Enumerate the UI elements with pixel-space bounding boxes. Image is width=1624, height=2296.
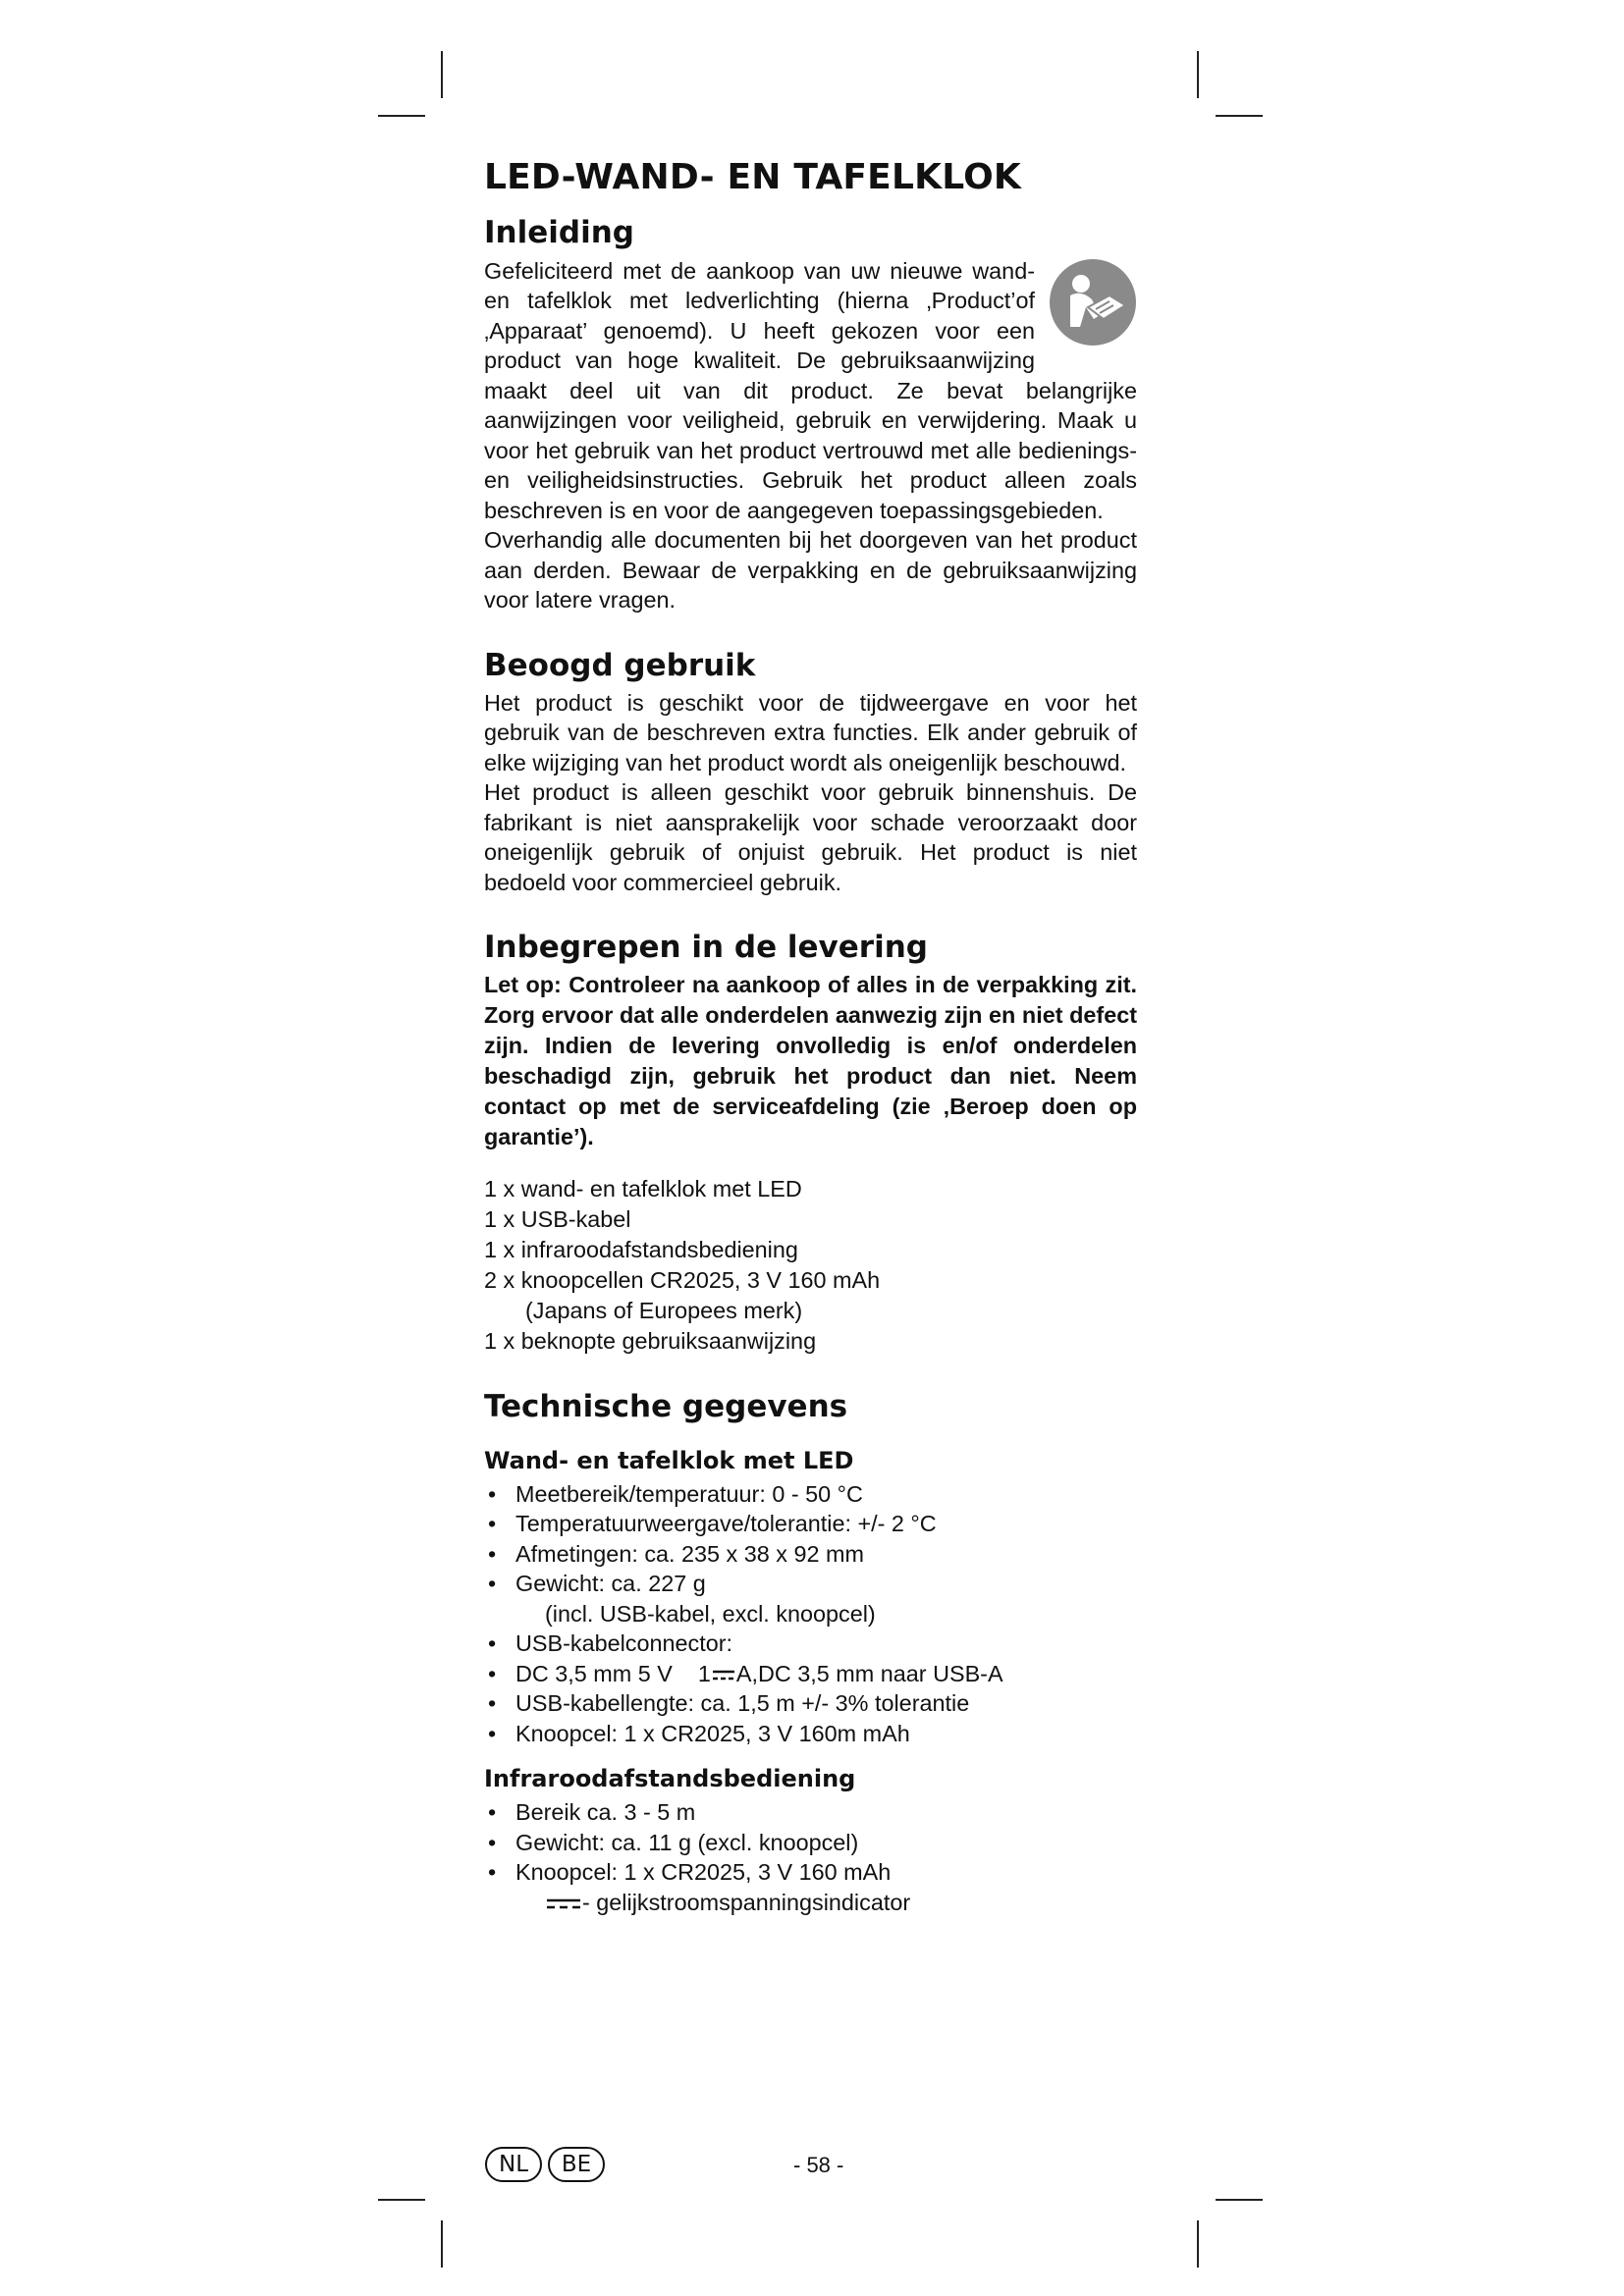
bullet-icon: •: [488, 1630, 497, 1657]
bullet-icon: •: [488, 1799, 497, 1826]
remote-specs-list: [484, 1797, 1137, 1917]
technical-section: [484, 1389, 1137, 1917]
crop-mark: [1216, 115, 1263, 117]
note-text: Controleer na aankoop of alles in de verpakking zit. Zorg ervoor dat alle onderdelen aanwezig zijn en niet defect zijn. Indien de levering onvolledig is en/of onderdelen beschadigd zijn, gebruik het product dan niet. Neem contact op met de serviceafdeling (zie ‚Beroep doen op garantie’).: [484, 972, 1138, 1150]
list-item: • Afmetingen: ca. 235 x 38 x 92 mm: [484, 1539, 1137, 1570]
intro-heading: Inleiding: [484, 215, 634, 251]
bullet-icon: •: [488, 1859, 497, 1886]
clock-specs-list: [484, 1479, 1137, 1749]
crop-mark: [441, 51, 443, 98]
clock-specs-heading: Wand- en tafelklok met LED: [484, 1446, 854, 1474]
crop-mark: [1216, 2199, 1263, 2201]
intro-section: [484, 215, 1137, 614]
list-item: • USB-kabelconnector:: [484, 1629, 1137, 1659]
crop-mark: [378, 115, 425, 117]
list-item: • Gewicht: ca. 227 g: [484, 1569, 1137, 1599]
list-item: • Bereik ca. 3 - 5 m: [484, 1797, 1137, 1828]
list-item: • Knoopcel: 1 x CR2025, 3 V 160 mAh: [484, 1857, 1137, 1888]
bullet-icon: •: [488, 1480, 497, 1507]
intended-use-paragraph: Het product is alleen geschikt voor gebruik binnenshuis. De fabrikant is niet aansprakelijk voor schade veroorzaakt door oneigenlijk gebruik of onjuist gebruik. Het product is niet bedoeld voor commercieel gebruik.: [484, 779, 1137, 895]
note-label: Let op:: [484, 972, 562, 998]
page-number: - 58 -: [793, 2153, 844, 2177]
list-item: • Meetbereik/temperatuur: 0 - 50 °C: [484, 1479, 1137, 1510]
page-footer: [0, 2147, 1624, 2196]
delivery-note: [484, 970, 1137, 1152]
remote-specs-heading: Infraroodafstandsbediening: [484, 1765, 856, 1793]
read-instructions-icon: [1049, 258, 1137, 347]
bullet-icon: •: [488, 1690, 497, 1717]
list-item: 1 x infraroodafstandsbediening: [484, 1237, 798, 1263]
list-item: • Temperatuurweergave/tolerantie: +/- 2 °C: [484, 1509, 1137, 1539]
crop-mark: [1197, 51, 1199, 98]
bullet-icon: •: [488, 1829, 497, 1855]
bullet-icon: •: [488, 1540, 497, 1567]
list-item: 2 x knoopcellen CR2025, 3 V 160 mAh: [484, 1267, 881, 1294]
crop-mark: [378, 2199, 425, 2201]
page-title: LED-WAND- EN TAFELKLOK: [484, 157, 1021, 197]
country-badge-be: BE: [548, 2147, 605, 2182]
bullet-icon: •: [488, 1660, 497, 1686]
list-item: 1 x beknopte gebruiksaanwijzing: [484, 1328, 817, 1355]
crop-mark: [441, 2220, 443, 2268]
dc-symbol-icon: [713, 1668, 734, 1682]
list-item: • Knoopcel: 1 x CR2025, 3 V 160m mAh: [484, 1719, 1137, 1749]
country-badges: [485, 2147, 605, 2182]
intro-paragraph: Gefeliciteerd met de aankoop van uw nieuwe wand- en tafelklok met ledverlichting (hierna ‚Product’of ‚Apparaat’ genoemd). U heeft gekozen voor een product van hoge kwaliteit. De gebruiksaanwijzing maakt deel uit van dit product. Ze bevat belangrijke aanwijzingen voor veiligheid, gebruik en verwijdering. Maak u voor het gebruik van het product vertrouwd met alle bedienings- en veiligheidsinstructies. Gebruik het product alleen zoals beschreven is en voor de aangegeven toepassingsgebieden.: [484, 257, 1137, 523]
list-item: • Gewicht: ca. 11 g (excl. knoopcel): [484, 1828, 1137, 1858]
intended-use-section: [484, 648, 1137, 898]
intended-use-paragraph: Het product is geschikt voor de tijdweergave en voor het gebruik van de beschreven extra functies. Elk ander gebruik of elke wijziging van het product wordt als oneigenlijk beschouwd.: [484, 689, 1137, 775]
delivery-section: [484, 930, 1137, 1357]
crop-mark: [1197, 2220, 1199, 2268]
intended-use-heading: Beoogd gebruik: [484, 647, 756, 683]
list-item: (incl. USB-kabel, excl. knoopcel): [545, 1600, 876, 1627]
bullet-icon: •: [488, 1571, 497, 1597]
delivery-list: [484, 1174, 1137, 1357]
country-badge-nl: NL: [485, 2147, 542, 2182]
page-content: [484, 157, 1137, 1933]
dc-symbol-icon: [547, 1896, 580, 1910]
delivery-heading: Inbegrepen in de levering: [484, 930, 928, 966]
technical-heading: Technische gegevens: [484, 1389, 848, 1425]
list-item: (Japans of Europees merk): [525, 1298, 803, 1324]
intro-paragraph: Overhandig alle documenten bij het doorgeven van het product aan derden. Bewaar de verpakking en de gebruiksaanwijzing voor latere vragen.: [484, 527, 1137, 614]
list-item: • DC 3,5 mm 5 V 1 A,DC 3,5 mm naar USB-A: [484, 1659, 1137, 1689]
list-item: 1 x wand- en tafelklok met LED: [484, 1176, 802, 1202]
list-item: 1 x USB-kabel: [484, 1206, 631, 1233]
bullet-icon: •: [488, 1511, 497, 1537]
list-item: • USB-kabellengte: ca. 1,5 m +/- 3% tolerantie: [484, 1688, 1137, 1719]
bullet-icon: •: [488, 1720, 497, 1746]
dc-note: - gelijkstroomspanningsindicator: [484, 1888, 1137, 1918]
